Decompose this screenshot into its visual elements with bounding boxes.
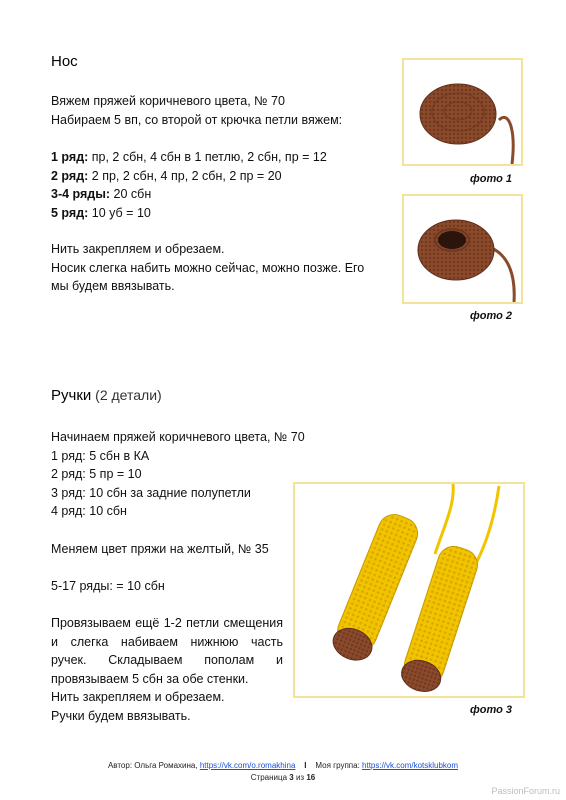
page-number: [0, 773, 566, 782]
photo-caption: фото 2: [470, 310, 512, 322]
row-label: 2 ряд:: [51, 168, 89, 183]
brown-crochet-nose-open-photo: [404, 196, 521, 302]
page-current: 3: [289, 773, 294, 782]
row-label: 1 ряд:: [51, 150, 89, 164]
footer-separator: I: [304, 761, 307, 770]
row-text: пр, 2 сбн, 4 сбн в 1 петлю, 2 сбн, пр = 12: [88, 150, 327, 164]
row-line: [51, 167, 327, 186]
page-mid: из: [293, 773, 307, 782]
row-text: 20 сбн: [110, 187, 152, 201]
hands-finish: [51, 688, 225, 725]
hands-rows-5-17: 5-17 ряды: = 10 сбн: [51, 579, 165, 593]
nose-intro: [51, 92, 342, 129]
row-text: 10 уб = 10: [88, 205, 151, 220]
photo-1: [402, 58, 523, 166]
group-prefix: Моя группа:: [315, 761, 363, 770]
hands-color-change: Меняем цвет пряжи на желтый, № 35: [51, 542, 269, 556]
section-title-nose: Нос: [51, 53, 78, 70]
text-line: 4 ряд: 10 сбн: [51, 504, 127, 518]
row-label: 3-4 ряды:: [51, 187, 111, 201]
text-line: Нить закрепляем и обрезаем.: [51, 690, 225, 704]
text-line: 2 ряд: 5 пр = 10: [51, 467, 142, 481]
yellow-crochet-arms-photo: [295, 484, 523, 696]
text-line: Набираем 5 вп, со второй от крючка петли вяжем:: [51, 112, 343, 127]
text-line: Нить закрепляем и обрезаем.: [51, 242, 225, 256]
photo-caption: фото 3: [470, 704, 512, 716]
row-line: [51, 204, 327, 223]
hands-finish-paragraph: Провязываем ещё 1-2 петли смещения и слегка набиваем нижнюю часть ручек. Складываем пополам и провязываем 5 сбн за обе стенки.: [51, 616, 283, 686]
row-line: [51, 148, 327, 167]
nose-rows: [51, 148, 327, 222]
photo-caption: фото 1: [470, 173, 512, 185]
text-line: мы будем ввязывать.: [51, 279, 175, 293]
section-title-hands-main: Ручки: [51, 387, 92, 404]
author-prefix: Автор: Ольга Ромахина,: [107, 761, 200, 770]
nose-finish: [51, 240, 364, 296]
page-total: 16: [306, 773, 316, 782]
photo-2: [402, 194, 523, 304]
row-label: 5 ряд:: [51, 205, 89, 220]
text-line: Ручки будем ввязывать.: [51, 708, 191, 723]
text-line: Начинаем пряжей коричневого цвета, № 70: [51, 430, 305, 444]
footer-credits: [0, 761, 566, 770]
text-line: Носик слегка набить можно сейчас, можно позже. Его: [51, 260, 365, 275]
group-link[interactable]: https://vk.com/kotsklubkom: [362, 761, 459, 770]
text-line: 3 ряд: 10 сбн за задние полупетли: [51, 485, 251, 500]
hands-start: [51, 428, 305, 521]
page-prefix: Страница: [250, 773, 290, 782]
photo-3: [293, 482, 525, 698]
author-link[interactable]: https://vk.com/o.romakhina: [199, 761, 296, 770]
brown-crochet-oval-nose-photo: [404, 60, 521, 164]
section-title-hands-note: (2 детали): [91, 387, 162, 403]
section-title-hands: [51, 387, 162, 404]
row-line: [51, 185, 327, 204]
text-line: Вяжем пряжей коричневого цвета, № 70: [51, 94, 285, 108]
watermark: PassionForum.ru: [491, 786, 560, 796]
text-line: 1 ряд: 5 сбн в КА: [51, 448, 150, 463]
row-text: 2 пр, 2 сбн, 4 пр, 2 сбн, 2 пр = 20: [88, 168, 282, 183]
